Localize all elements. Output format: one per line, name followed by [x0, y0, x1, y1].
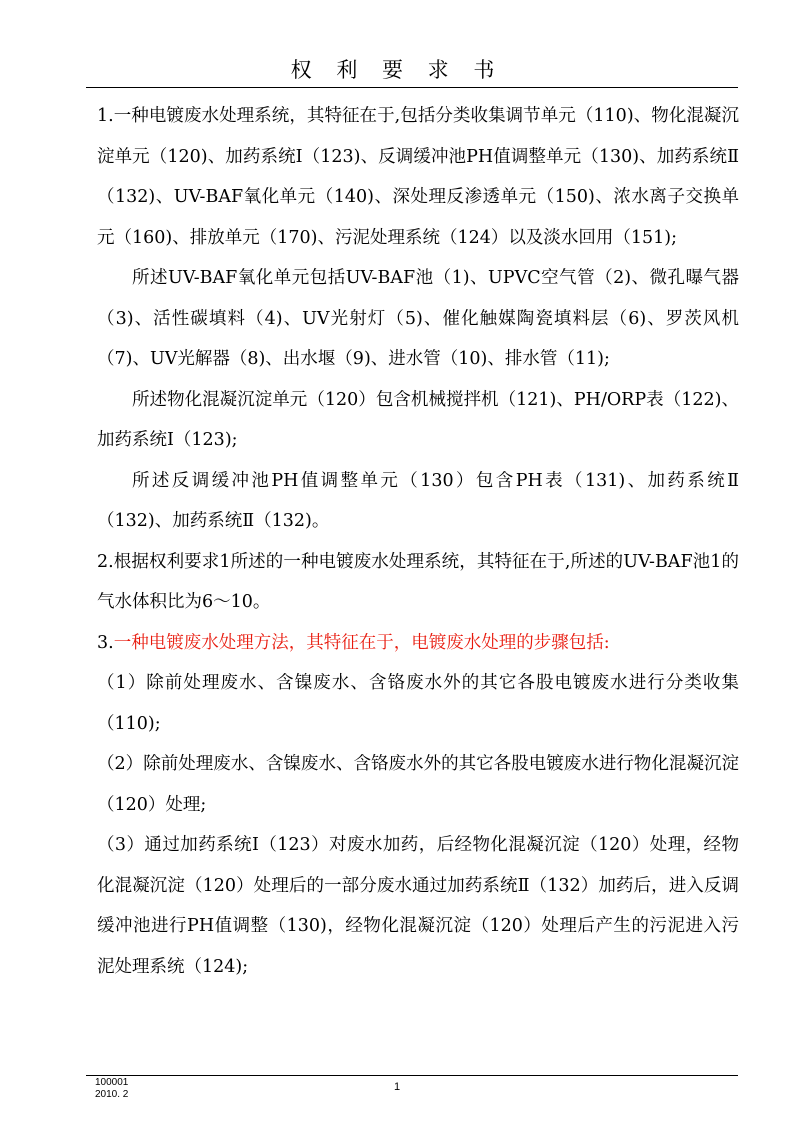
claim-3-heading [97, 623, 739, 664]
claim-2: 2.根据权利要求1所述的一种电镀废水处理系统，其特征在于,所述的UV-BAF池1的气水体积比为6～10。 [97, 551, 739, 612]
footer-code-line-1: 100001 [95, 1077, 129, 1088]
claim-3-title-red: 一种电镀废水处理方法，其特征在于，电镀废水处理的步骤包括: [113, 632, 610, 653]
footer-divider [86, 1075, 738, 1076]
claim-1-uvbaf-paragraph: 所述UV-BAF氧化单元包括UV-BAF池（1)、UPVC空气管（2)、微孔曝气器（3)、活性碳填料（4)、UV光射灯（5)、催化触媒陶瓷填料层（6)、罗茨风机（7)、UV光解器（8)、出水堰（9)、进水管（10)、排水管（11); [97, 268, 739, 369]
claim-3-step-1: （1）除前处理废水、含镍废水、含铬废水外的其它各股电镀废水进行分类收集（110); [97, 673, 739, 734]
claim-3-number: 3. [97, 632, 114, 653]
claim-3-step-2: （2）除前处理废水、含镍废水、含铬废水外的其它各股电镀废水进行物化混凝沉淀（120）处理; [97, 754, 739, 815]
document-title: 权 利 要 求 书 [290, 58, 504, 82]
claim-1-coagulation-paragraph: 所述物化混凝沉淀单元（120）包含机械搅拌机（121)、PH/ORP表（122)、加药系统Ⅰ（123); [97, 389, 739, 450]
footer-code-line-2: 2010. 2 [95, 1089, 129, 1100]
title-divider [86, 87, 738, 88]
claims-body [97, 96, 739, 987]
claim-1-main: 1.一种电镀废水处理系统，其特征在于,包括分类收集调节单元（110)、物化混凝沉淀单元（120)、加药系统Ⅰ（123)、反调缓冲池PH值调整单元（130)、加药系统Ⅱ（132)、UV-BAF氧化单元（140)、深处理反渗透单元（150)、浓水离子交换单元（160)、排放单元（170)、污泥处理系统（124）以及淡水回用（151); [97, 106, 739, 248]
claim-3-step-3: （3）通过加药系统Ⅰ（123）对废水加药，后经物化混凝沉淀（120）处理，经物化混凝沉淀（120）处理后的一部分废水通过加药系统Ⅱ（132）加药后，进入反调缓冲池进行PH值调整（130)，经物化混凝沉淀（120）处理后产生的污泥进入污泥处理系统（124); [97, 835, 739, 977]
claim-1-ph-paragraph: 所述反调缓冲池PH值调整单元（130）包含PH表（131)、加药系统Ⅱ（132)、加药系统Ⅱ（132)。 [97, 470, 739, 531]
page-number: 1 [393, 1081, 401, 1093]
